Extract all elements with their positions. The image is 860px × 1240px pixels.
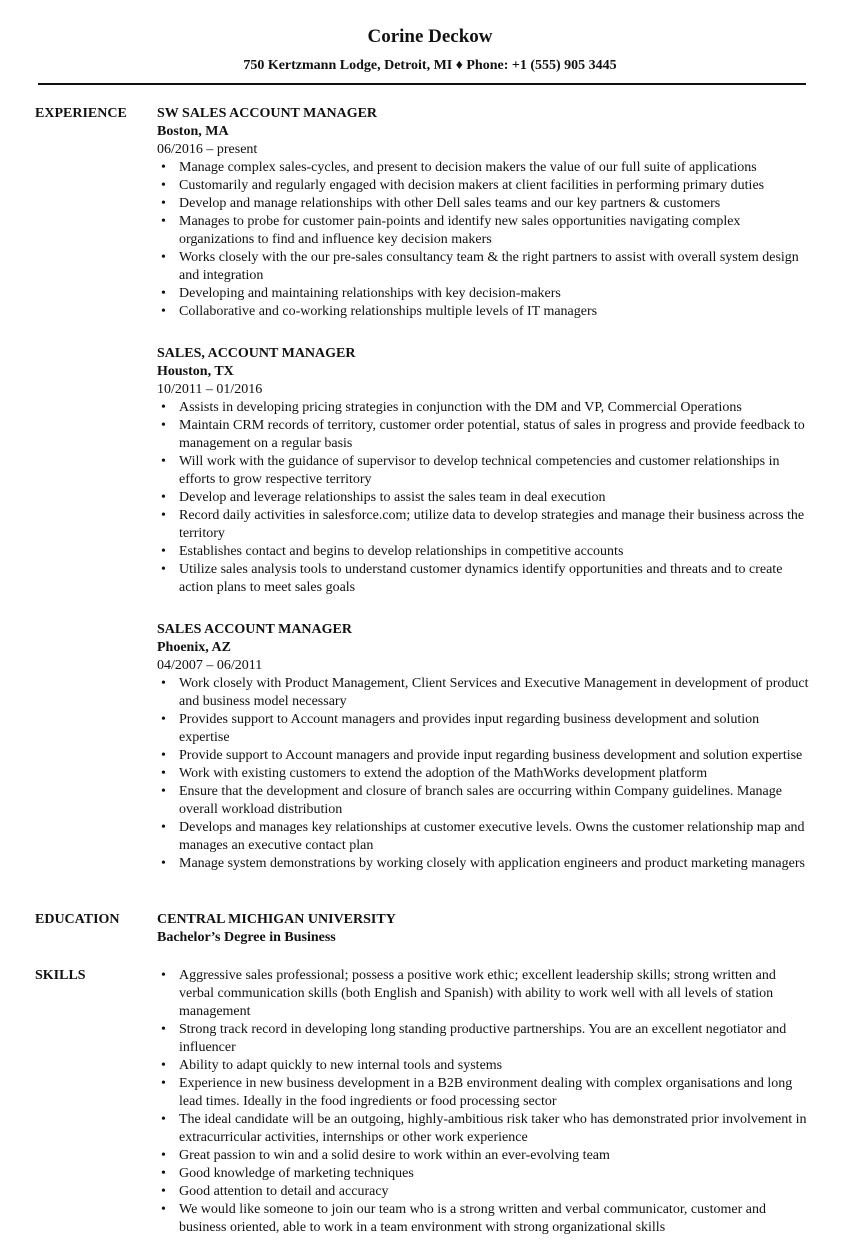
- skill-item: • Aggressive sales professional; possess a positive work ethic; excellent leadership skills; strong written and verbal communication skills (both English and Spanish) with ability to work well with all levels of station management: [179, 967, 810, 1021]
- job-bullets: [157, 399, 810, 597]
- contact-line: 750 Kertzmann Lodge, Detroit, MI ♦ Phone: +1 (555) 905 3445: [243, 58, 617, 73]
- bullet-item: • Provides support to Account managers and provides input regarding business development and solution expertise: [179, 711, 810, 747]
- resume-header: [0, 0, 860, 75]
- job-title: SALES, ACCOUNT MANAGER: [157, 346, 356, 361]
- skill-item: • We would like someone to join our team who is a strong written and verbal communicator, customer and business oriented, able to work in a team environment with strong organizational skills: [179, 1201, 810, 1237]
- experience-heading: EXPERIENCE: [35, 106, 127, 121]
- job-dates: 10/2011 – 01/2016: [157, 382, 263, 397]
- skill-item: • Strong track record in developing long standing productive partnerships. You are an excellent negotiator and influencer: [179, 1021, 810, 1057]
- bullet-item: • Work closely with Product Management, Client Services and Executive Management in development of product and business model necessary: [179, 675, 810, 711]
- bullet-item: • Utilize sales analysis tools to understand customer dynamics identify opportunities and threats and to create action plans to meet sales goals: [179, 561, 810, 597]
- header-divider: [38, 83, 806, 85]
- skill-item: • Great passion to win and a solid desire to work within an ever-evolving team: [179, 1147, 810, 1165]
- skills-section: [0, 967, 860, 1237]
- job-location: Houston, TX: [157, 364, 234, 379]
- job-location: Boston, MA: [157, 124, 229, 139]
- bullet-item: • Customarily and regularly engaged with decision makers at client facilities in performing primary duties: [179, 177, 810, 195]
- skill-item: • Good knowledge of marketing techniques: [179, 1165, 810, 1183]
- bullet-item: • Assists in developing pricing strategies in conjunction with the DM and VP, Commercial Operations: [179, 399, 810, 417]
- education-heading: EDUCATION: [35, 912, 120, 927]
- bullet-item: • Manages to probe for customer pain-points and identify new sales opportunities navigating complex organizations to find and influence key decision makers: [179, 213, 810, 249]
- bullet-item: • Establishes contact and begins to develop relationships in competitive accounts: [179, 543, 810, 561]
- school-name: CENTRAL MICHIGAN UNIVERSITY: [157, 912, 396, 927]
- skill-item: • The ideal candidate will be an outgoing, highly-ambitious risk taker who has demonstrated prior involvement in extracurricular activities, internships or other work experience: [179, 1111, 810, 1147]
- education-body: [157, 911, 860, 947]
- job-dates: 04/2007 – 06/2011: [157, 658, 263, 673]
- experience-body: [157, 105, 860, 897]
- bullet-item: • Provide support to Account managers and provide input regarding business development and solution expertise: [179, 747, 810, 765]
- job-entry: [157, 345, 810, 597]
- bullet-item: • Develop and manage relationships with other Dell sales teams and our key partners & customers: [179, 195, 810, 213]
- candidate-name: Corine Deckow: [367, 26, 493, 47]
- skill-item: • Ability to adapt quickly to new internal tools and systems: [179, 1057, 810, 1075]
- bullet-item: • Develops and manages key relationships at customer executive levels. Owns the customer relationship map and manages an executive contact plan: [179, 819, 810, 855]
- skills-body: [157, 967, 860, 1237]
- skill-item: • Good attention to detail and accuracy: [179, 1183, 810, 1201]
- education-section: [0, 911, 860, 947]
- bullet-item: • Maintain CRM records of territory, customer order potential, status of sales in progress and provide feedback to management on a regular basis: [179, 417, 810, 453]
- bullet-item: • Work with existing customers to extend the adoption of the MathWorks development platform: [179, 765, 810, 783]
- skills-bullets: [157, 967, 810, 1237]
- bullet-item: • Record daily activities in salesforce.com; utilize data to develop strategies and manage their business across the territory: [179, 507, 810, 543]
- job-bullets: [157, 159, 810, 321]
- bullet-item: • Will work with the guidance of supervisor to develop technical competencies and customer relationships in efforts to grow respective territory: [179, 453, 810, 489]
- job-dates: 06/2016 – present: [157, 142, 258, 157]
- bullet-item: • Manage system demonstrations by working closely with application engineers and product marketing managers: [179, 855, 810, 873]
- bullet-item: • Collaborative and co-working relationships multiple levels of IT managers: [179, 303, 810, 321]
- job-title: SALES ACCOUNT MANAGER: [157, 622, 352, 637]
- bullet-item: • Works closely with the our pre-sales consultancy team & the right partners to assist with overall system design and integration: [179, 249, 810, 285]
- job-entry: [157, 105, 810, 321]
- job-entry: [157, 621, 810, 873]
- bullet-item: • Developing and maintaining relationships with key decision-makers: [179, 285, 810, 303]
- bullet-item: • Manage complex sales-cycles, and present to decision makers the value of our full suite of applications: [179, 159, 810, 177]
- experience-section: [0, 105, 860, 897]
- job-title: SW SALES ACCOUNT MANAGER: [157, 106, 378, 121]
- job-bullets: [157, 675, 810, 873]
- bullet-item: • Develop and leverage relationships to assist the sales team in deal execution: [179, 489, 810, 507]
- degree: Bachelor’s Degree in Business: [157, 930, 336, 945]
- skills-heading: SKILLS: [35, 968, 86, 983]
- job-location: Phoenix, AZ: [157, 640, 231, 655]
- bullet-item: • Ensure that the development and closure of branch sales are occurring within Company guidelines. Manage overall workload distribution: [179, 783, 810, 819]
- skill-item: • Experience in new business development in a B2B environment dealing with complex organisations and long lead times. Ideally in the food ingredients or food processing sector: [179, 1075, 810, 1111]
